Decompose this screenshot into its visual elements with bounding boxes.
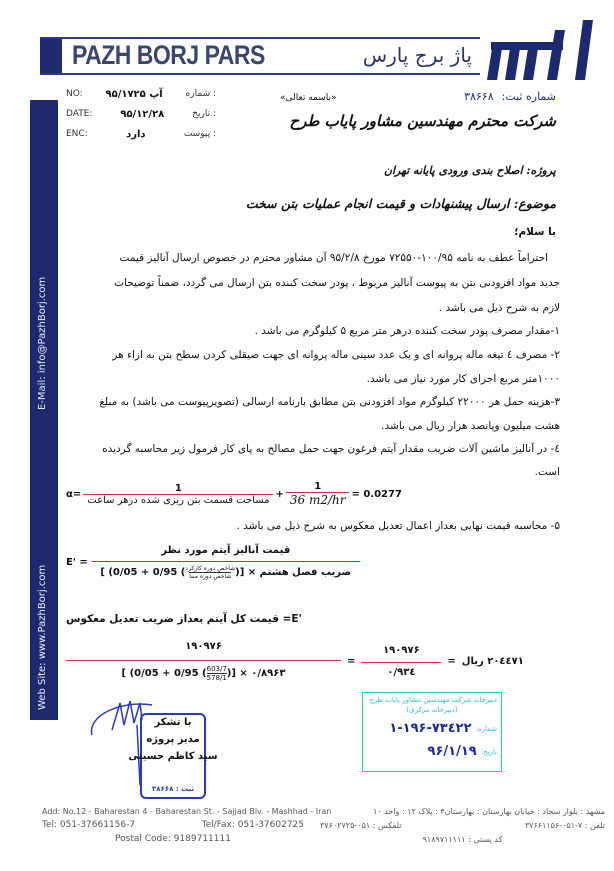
denominator: 578/1 — [206, 674, 227, 682]
stamp-date: ۹۶/۱/۱۹ — [427, 744, 477, 759]
postal-en: Postal Code: 9189711111 — [115, 834, 231, 844]
seal-registration: ثبت : ۳۸۶۶۸ — [152, 785, 194, 793]
registration-number — [464, 90, 556, 103]
letterhead-banner — [40, 37, 480, 75]
received-stamp — [362, 692, 502, 772]
item-5: ۵- محاسبه قیمت نهایی بعداز اعمال تعدیل معکوس به شرح ذیل می باشد . — [236, 520, 560, 532]
basmala: «باسمه تعالی» — [280, 93, 337, 103]
fax-fa: تلفکس : ۰۵۱-۳۷۶۰۲۷۲۵ — [320, 821, 402, 830]
tel-fa: تلفن : ۷-۰۵۱-۳۷۶۶۱۱۵۶ — [524, 821, 605, 830]
greeting: با سلام؛ — [514, 226, 556, 238]
enc-label: ENC: — [66, 129, 88, 139]
denominator — [92, 561, 360, 580]
letter-number — [66, 89, 216, 100]
index-fraction — [185, 565, 235, 580]
contact-sidebar — [30, 100, 58, 720]
date-label: DATE: — [66, 109, 93, 119]
footer-fa — [320, 806, 605, 845]
denominator: شاخص دوره مبنا — [189, 573, 232, 580]
no-label-fa: شماره : — [185, 89, 216, 99]
body-line: ٤- در آنالیز ماشین آلات ضریب مقدار آیتم فرغون جهت حمل مصالح به پای کار فرمول زیر محاسبه گردیده — [102, 443, 560, 455]
date-value: ۹۵/۱۲/۲۸ — [120, 109, 165, 120]
registration-label: شماره ثبت: — [501, 90, 556, 103]
signer-name: سید کاظم حسینی — [128, 751, 218, 762]
thanks: با تشکر — [154, 717, 192, 728]
fraction — [66, 641, 341, 682]
numerator: قیمت آنالیز آیتم مورد نظر — [161, 545, 291, 556]
stamp-num-label: شماره: — [475, 725, 497, 733]
company-name-en: PAZH BORJ PARS — [72, 39, 265, 70]
denominator — [66, 660, 341, 682]
fraction — [361, 645, 441, 678]
denominator: ۰/۹۳٤ — [361, 662, 441, 678]
body-line: هشت میلیون وپانصد هزار ریال می باشد. — [381, 420, 560, 432]
no-label: NO: — [66, 89, 83, 99]
address-fa: مشهد : بلوار سجاد : خیابان بهارستان : بهارستان۴ : پلاک ۱۲ : واحد ۱۰ — [373, 807, 605, 816]
stamp-line: (دبیرخانه مرکزی) — [406, 706, 458, 714]
registration-value: ۳۸۶۶۸ — [464, 90, 494, 103]
final-calculation — [66, 641, 524, 682]
body-line: لازم به شرح ذیل می باشد . — [438, 302, 560, 314]
stamp-num: ۱-۱۹۶-۷۳٤۲۲ — [389, 721, 472, 736]
no-value: ۹۵/۱۷۲۵ آپ — [105, 89, 163, 100]
den-part: )] × ضریب فصل هشتم — [235, 567, 352, 578]
website-text: Web Site: www.PazhBorj.com — [37, 564, 48, 710]
email-text: E-Mail: info@PazhBorj.com — [37, 276, 48, 410]
result: ۲۰٤٤۷۱ ریال — [461, 656, 524, 667]
formula-lhs: α= — [66, 488, 82, 500]
body-line: ۱۰۰۰متر مربع اجرای کار مورد نیاز می باشد. — [366, 373, 560, 385]
den-part: )] × ۰/۸۹۶۳ — [226, 668, 286, 679]
fraction — [92, 545, 360, 580]
numerator: ۱۹۰۹۷۶ — [185, 641, 222, 652]
equals: = — [447, 656, 456, 667]
date-label-fa: تاریخ : — [192, 109, 216, 119]
numerator: شاخص دوره کارکرد — [185, 565, 236, 572]
address-en: Add: No.12 - Baharestan 4 - Baharestan St. - Sajjad Blv. - Mashhad - Iran — [42, 807, 332, 816]
den-part: [ (0/05 + 0/95 ( — [121, 668, 207, 679]
signature-block — [128, 714, 218, 765]
letter-date — [66, 109, 216, 120]
fraction — [83, 483, 273, 506]
plus: + — [275, 488, 284, 500]
result: = 0.0277 — [351, 488, 402, 500]
index-fraction — [207, 665, 227, 682]
body-line: احتراماً عطف به نامه ۱۰۰/۹۵-۷۲۵۵۰ مورخ ۹۵/۲/۸ آن مشاور محترم در خصوص ارسال آنالیز قیمت — [119, 252, 548, 264]
fax-en: Tel/Fax: 051-37602725 — [201, 820, 304, 830]
body-line: ۳-هزینه حمل هر ۲۲۰۰۰ کیلوگرم مواد افزودنی بتن مطابق بارنامه ارسالی (تصویرپیوست می باشد) به مبلغ — [99, 396, 560, 408]
postal-fa: کد پستی : ۹۱۸۹۷۱۱۱۱۱ — [422, 835, 503, 844]
enc-label-fa: پیوست : — [183, 129, 216, 139]
body-line: ۱-مقدار مصرف پودر سخت کننده درهر متر مربع ۵ کیلوگرم می باشد . — [254, 325, 560, 337]
numerator: ۱۹۰۹۷۶ — [383, 645, 420, 656]
signer-title: مدیر پروژه — [146, 734, 200, 745]
denominator: 36 m2/hr — [286, 492, 350, 507]
numerator: 1 — [174, 482, 182, 494]
denominator: مساحت قسمت بتن ریزی شده درهر ساعت — [83, 494, 273, 506]
company-logo-icon — [485, 20, 603, 82]
project: پروژه: اصلاح بندی ورودی پایانه تهران — [383, 164, 556, 177]
enc-value: دارد — [126, 129, 146, 140]
stamp-date-label: تاریخ: — [480, 748, 497, 756]
body-line: است. — [534, 466, 560, 478]
equals: = — [347, 656, 356, 667]
body-line: ۲- مصرف ٤ تیغه ماله پروانه ای و یک عدد سینی ماله پروانه ای جهت صیقلی کردن سطح بتن به ازاء هر — [112, 349, 560, 361]
banner-block — [40, 39, 62, 73]
den-part: [ (0/05 + 0/95 ( — [100, 567, 186, 578]
numerator: 603/7 — [206, 665, 227, 673]
e-prime-formula — [66, 545, 360, 580]
company-name-fa: پاژ برج پارس — [362, 43, 472, 67]
stamp-line: دبیرخانه شرکت مهندسین مشاور پایاب طرح — [369, 696, 497, 704]
body-line: جدید مواد افزودنی بتن به پیوست آنالیز مربوط ، پودر سخت کننده بتن ارسال می گردد، ضمناً توضیحات — [114, 277, 560, 289]
tel-en: Tel: 051-37661156-7 — [42, 820, 136, 830]
footer-en — [42, 806, 332, 845]
recipient: شرکت محترم مهندسین مشاور پایاب طرح — [289, 112, 556, 130]
subject: موضوع: ارسال پیشنهادات و قیمت انجام عملیات بتن سخت — [245, 196, 556, 211]
fraction — [286, 481, 350, 507]
alpha-formula — [66, 481, 402, 507]
e-prime-label: قیمت کل آیتم بعداز ضریب تعدیل معکوس =E' — [66, 613, 302, 625]
numerator: 1 — [314, 481, 322, 492]
formula-lhs: E' = — [66, 557, 88, 568]
letter-enclosure — [66, 129, 216, 140]
